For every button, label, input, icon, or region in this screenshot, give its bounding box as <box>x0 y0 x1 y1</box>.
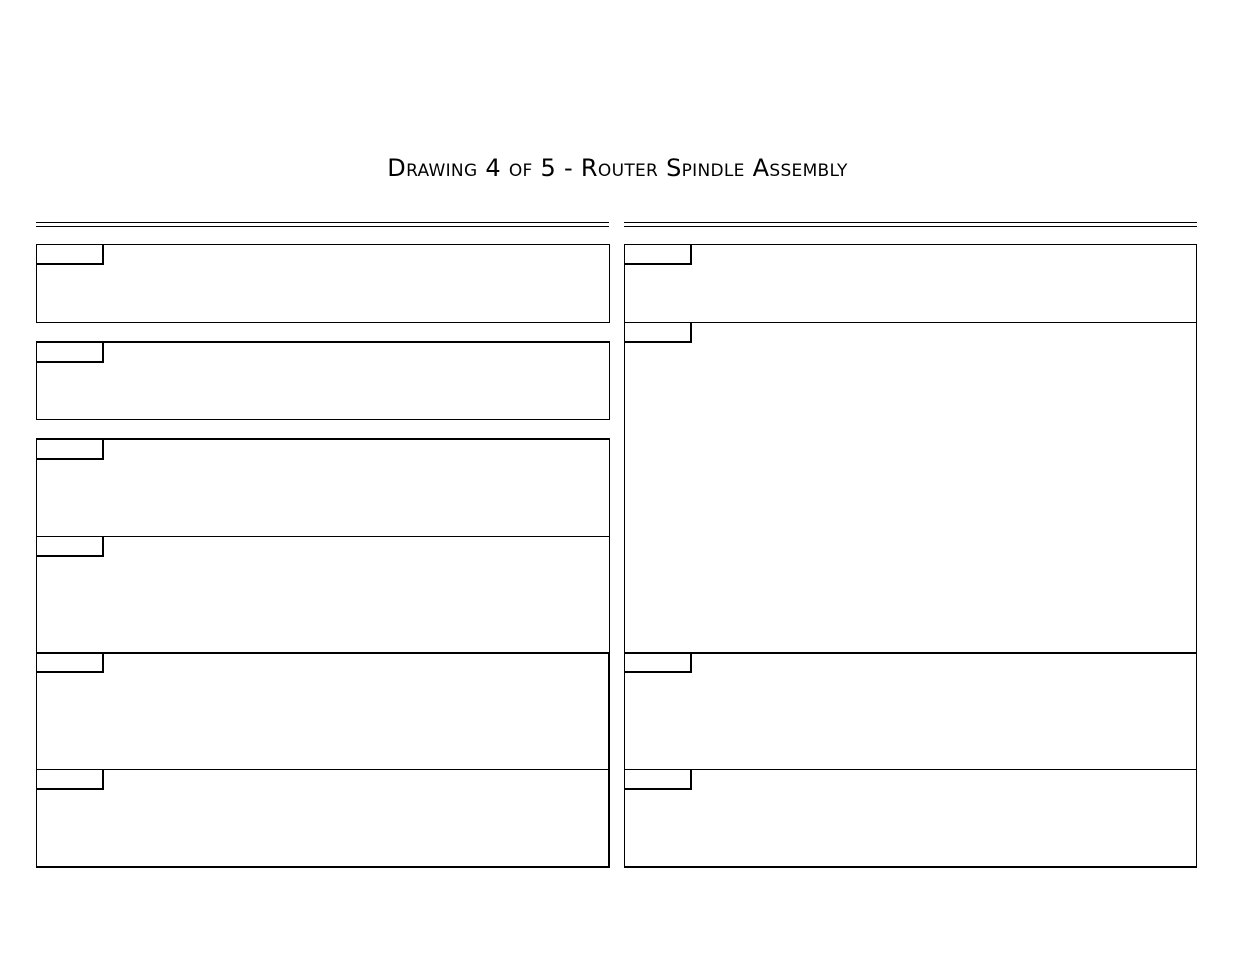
left-panel-1 <box>36 244 610 323</box>
right-panel-3-4-divider <box>624 769 1197 770</box>
header-rule-right-top <box>624 222 1197 223</box>
left-panel-5-6-divider <box>36 769 610 770</box>
left-panel-group-5-6 <box>36 652 610 868</box>
left-panel-3-4-divider <box>36 536 610 537</box>
right-panel-2-tab <box>625 323 692 343</box>
header-rule-right-bottom <box>624 226 1197 227</box>
left-panel-5-tab <box>37 653 104 673</box>
right-panel-group-3-4 <box>624 652 1197 868</box>
left-panel-4-tab <box>37 537 104 557</box>
right-panel-group-1-2 <box>624 244 1197 654</box>
left-panel-2-tab <box>37 343 104 363</box>
left-panel-6-tab <box>37 770 104 790</box>
header-rule-left-bottom <box>36 226 609 227</box>
left-panel-2 <box>36 341 610 420</box>
right-panel-1-2-divider <box>624 322 1197 323</box>
left-panel-group-3-4 <box>36 438 610 654</box>
right-panel-4-tab <box>625 770 692 790</box>
right-panel-3-tab <box>625 653 692 673</box>
right-panel-1-tab <box>625 245 692 265</box>
page-title: Drawing 4 of 5 - Router Spindle Assembly <box>387 154 848 182</box>
header-rule-left-top <box>36 222 609 223</box>
left-panel-3-tab <box>37 440 104 460</box>
left-panel-1-tab <box>37 245 104 265</box>
